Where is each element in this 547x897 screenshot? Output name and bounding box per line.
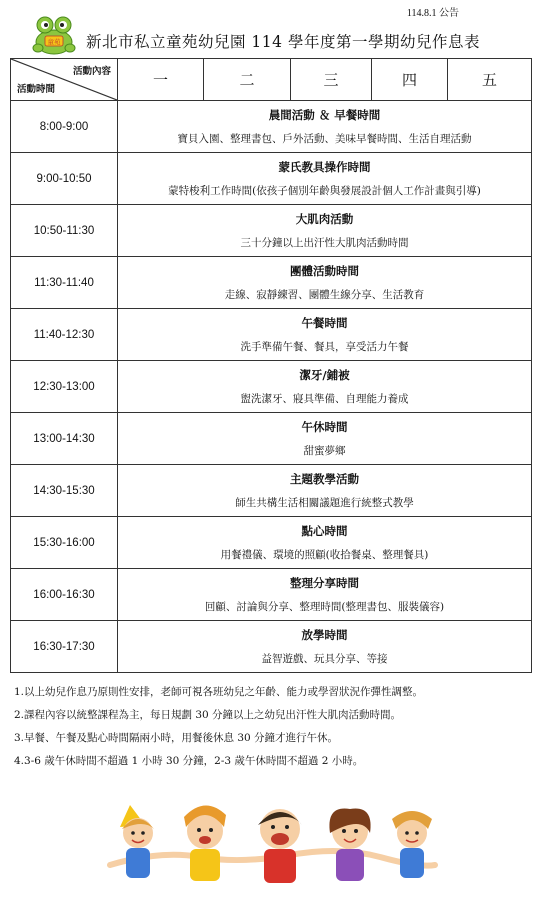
activity-title: 團體活動時間 [290, 264, 359, 278]
schedule-table [10, 58, 532, 673]
notes-list [14, 684, 539, 776]
activity-description: 蒙特梭利工作時間(依孩子個別年齡與發展設計個人工作計畫與引導) [168, 185, 481, 197]
row-time: 12:30-13:00 [11, 361, 118, 413]
row-time: 13:00-14:30 [11, 413, 118, 465]
activity-description: 用餐禮儀、環境的照顧(收拾餐桌、整理餐具) [220, 549, 429, 561]
row-time: 11:40-12:30 [11, 309, 118, 361]
schedule-row [11, 621, 532, 673]
page-header [30, 14, 520, 56]
activity-description: 洗手準備午餐、餐具，享受活力午餐 [240, 341, 409, 353]
activity-title: 蒙氏教具操作時間 [278, 160, 371, 174]
row-time: 16:30-17:30 [11, 621, 118, 673]
note-item: 4.3-6 歲午休時間不超過 1 小時 30 分鐘，2-3 歲午休時間不超過 2 小時。 [14, 755, 364, 767]
activity-title: 大肌肉活動 [295, 212, 354, 226]
row-activity [118, 621, 532, 673]
schedule-row [11, 205, 532, 257]
schedule-row [11, 309, 532, 361]
row-time: 10:50-11:30 [11, 205, 118, 257]
schedule-row [11, 465, 532, 517]
kid-1 [120, 805, 154, 878]
row-activity [118, 205, 532, 257]
table-header-row [11, 59, 532, 101]
activity-description: 寶貝入園、整理書包、戶外活動、美味早餐時間、生活自理活動 [177, 133, 472, 145]
frog-logo-icon [30, 14, 78, 56]
header-activity-label: 活動內容 [72, 66, 111, 77]
activity-description: 甜蜜夢鄉 [303, 445, 346, 457]
day-thursday: 四 [372, 59, 448, 101]
schedule-row [11, 517, 532, 569]
schedule-row [11, 413, 532, 465]
day-wednesday: 三 [291, 59, 372, 101]
row-time: 14:30-15:30 [11, 465, 118, 517]
row-activity [118, 101, 532, 153]
activity-title: 晨間活動 ＆ 早餐時間 [268, 108, 381, 122]
row-time: 9:00-10:50 [11, 153, 118, 205]
header-time-label: 活動時間 [17, 84, 56, 95]
row-activity [118, 517, 532, 569]
logo-text: 童苑 [47, 38, 61, 46]
notice-date: 114.8.1 公告 [406, 8, 459, 19]
schedule-row [11, 569, 532, 621]
activity-title: 整理分享時間 [290, 576, 359, 590]
kid-2 [184, 805, 226, 881]
page-title: 新北市私立童苑幼兒園 114 學年度第一學期幼兒作息表 [86, 33, 480, 51]
row-time: 8:00-9:00 [11, 101, 118, 153]
note-item: 3.早餐、午餐及點心時間隔兩小時，用餐後休息 30 分鐘才進行午休。 [14, 732, 339, 744]
kid-3 [258, 809, 302, 883]
activity-description: 盥洗潔牙、寢具準備、自理能力養成 [240, 393, 409, 405]
activity-title: 放學時間 [301, 628, 348, 642]
row-activity [118, 309, 532, 361]
row-activity [118, 361, 532, 413]
activity-description: 回顧、討論與分享、整理時間(整理書包、服裝儀容) [204, 601, 445, 613]
row-activity [118, 257, 532, 309]
day-friday: 五 [448, 59, 532, 101]
day-tuesday: 二 [204, 59, 291, 101]
kid-4 [329, 809, 370, 882]
schedule-row [11, 153, 532, 205]
header-diagonal-cell [11, 59, 118, 101]
activity-title: 點心時間 [301, 524, 348, 538]
activity-title: 午餐時間 [301, 316, 348, 330]
row-time: 11:30-11:40 [11, 257, 118, 309]
activity-title: 主題教學活動 [290, 472, 359, 486]
row-activity [118, 465, 532, 517]
schedule-row [11, 257, 532, 309]
activity-description: 益智遊戲、玩具分享、等接 [261, 653, 388, 665]
activity-description: 走線、寂靜練習、團體生線分享、生活教育 [224, 289, 425, 301]
note-item: 1.以上幼兒作息乃原則性安排，老師可視各班幼兒之年齡、能力或學習狀況作彈性調整。 [14, 686, 424, 698]
row-time: 16:00-16:30 [11, 569, 118, 621]
note-item: 2.課程內容以統整課程為主，每日規劃 30 分鐘以上之幼兒出汗性大肌肉活動時間。 [14, 709, 402, 721]
activity-title: 午休時間 [301, 420, 348, 434]
row-activity [118, 153, 532, 205]
children-holding-hands-illustration [100, 795, 440, 885]
row-activity [118, 413, 532, 465]
schedule-row [11, 101, 532, 153]
activity-description: 三十分鐘以上出汗性大肌肉活動時間 [240, 237, 409, 249]
activity-title: 潔牙/鋪被 [299, 368, 350, 382]
row-activity [118, 569, 532, 621]
activity-description: 師生共構生活相關議題進行統整式教學 [235, 497, 414, 509]
row-time: 15:30-16:00 [11, 517, 118, 569]
day-monday: 一 [118, 59, 204, 101]
schedule-row [11, 361, 532, 413]
